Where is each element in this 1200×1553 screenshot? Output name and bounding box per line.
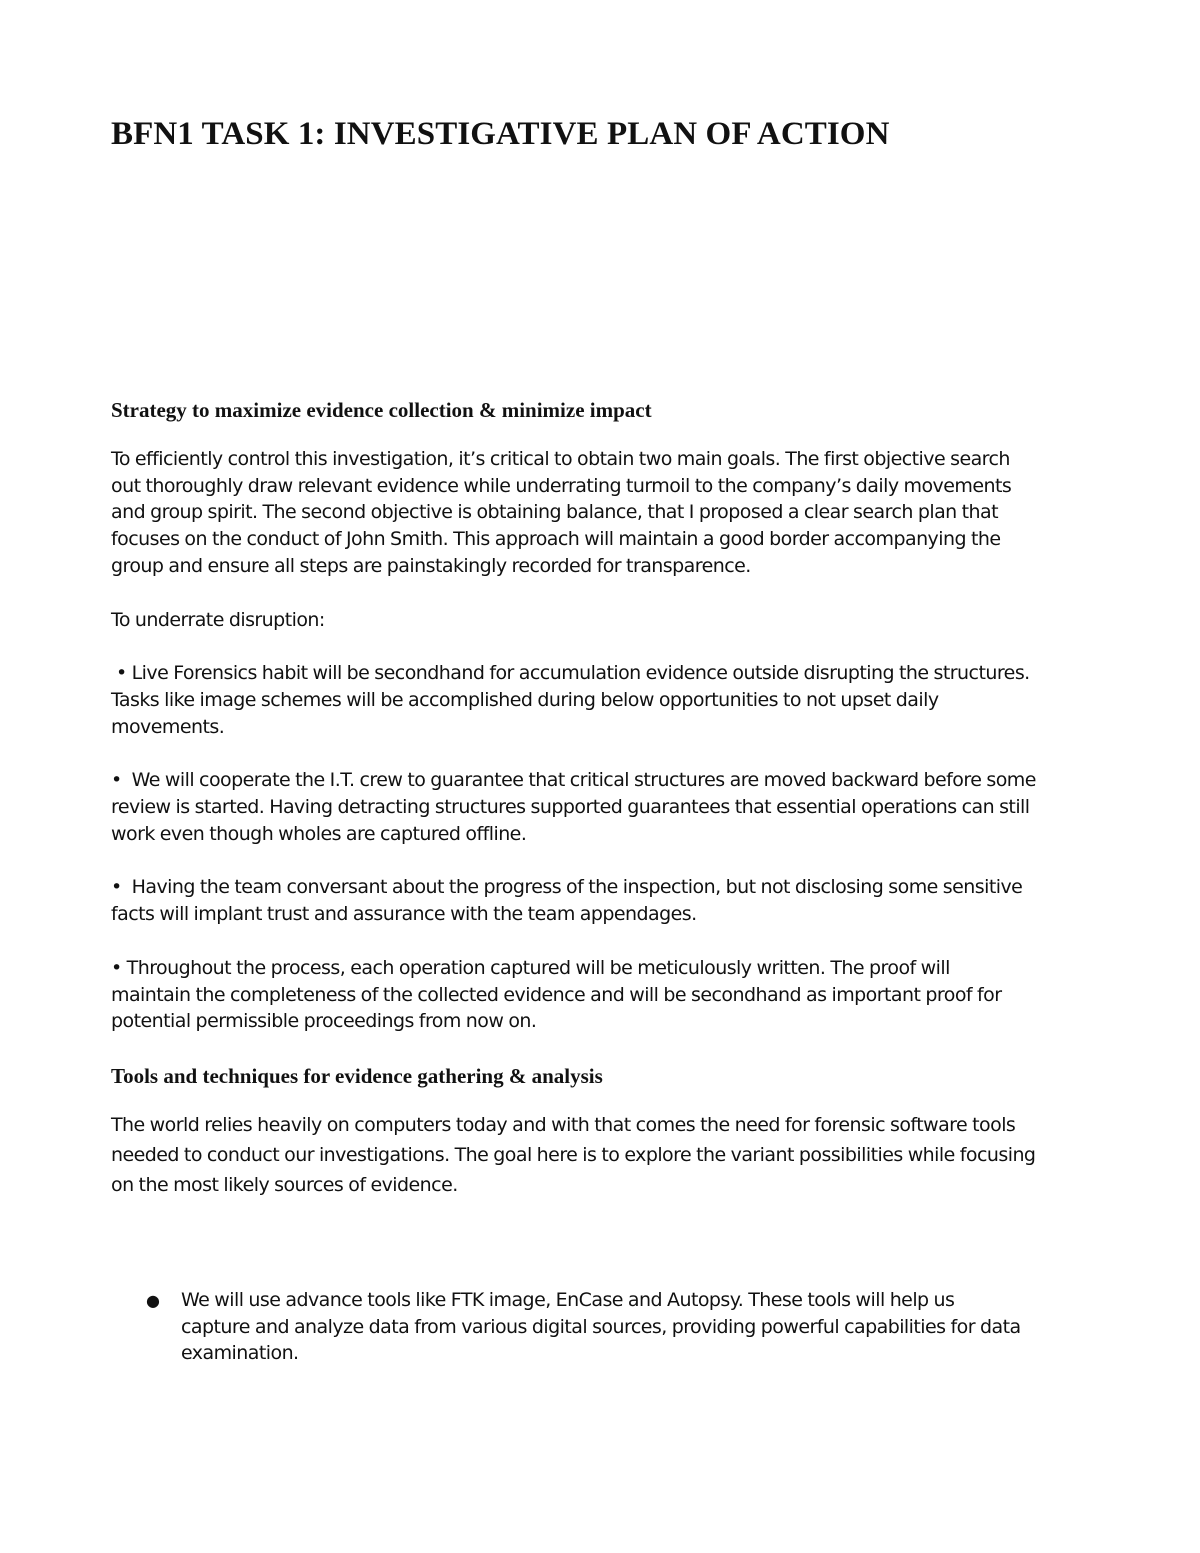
bullet-paragraph-it-crew bbox=[111, 767, 1111, 847]
text-line: Tasks like image schemes will be accomplished during below opportunities to not upset daily bbox=[111, 688, 939, 711]
section-heading-strategy: Strategy to maximize evidence collection & minimize impact bbox=[111, 398, 652, 422]
text-line: movements. bbox=[111, 715, 225, 738]
bullet-paragraph-team-progress bbox=[111, 874, 1111, 927]
text-line: group and ensure all steps are painstakingly recorded for transparence. bbox=[111, 554, 751, 577]
section-heading-tools: Tools and techniques for evidence gathering & analysis bbox=[111, 1063, 603, 1088]
text-line: • Live Forensics habit will be secondhand for accumulation evidence outside disrupting the structures. bbox=[111, 662, 1030, 685]
text-line: review is started. Having detracting structures supported guarantees that essential operations can still bbox=[111, 796, 1030, 819]
text-line: The world relies heavily on computers today and with that comes the need for forensic software tools bbox=[111, 1113, 1016, 1136]
bullet-list-tools bbox=[111, 1287, 1111, 1367]
text-line: on the most likely sources of evidence. bbox=[111, 1173, 458, 1196]
text-line: • We will cooperate the I.T. crew to guarantee that critical structures are moved backward before some bbox=[111, 769, 1036, 792]
text-line: • Throughout the process, each operation captured will be meticulously written. The proof will bbox=[111, 956, 950, 979]
paragraph-strategy-intro bbox=[111, 446, 1111, 580]
text-line: out thoroughly draw relevant evidence while underrating turmoil to the company’s daily movements bbox=[111, 474, 1012, 497]
blank-space bbox=[111, 1227, 1111, 1287]
bullet-dot-icon: ● bbox=[146, 1290, 160, 1310]
text-line: potential permissible proceedings from now on. bbox=[111, 1010, 537, 1033]
text-line: and group spirit. The second objective is obtaining balance, that I proposed a clear search plan that bbox=[111, 501, 999, 524]
text-line: needed to conduct our investigations. The goal here is to explore the variant possibilities while focusing bbox=[111, 1143, 1036, 1166]
list-item bbox=[111, 1287, 1111, 1367]
bullet-paragraph-live-forensics bbox=[111, 660, 1111, 740]
paragraph-tools-intro bbox=[111, 1110, 1111, 1200]
text-line: capture and analyze data from various digital sources, providing powerful capabilities for data bbox=[181, 1315, 1021, 1338]
text-line: examination. bbox=[181, 1342, 299, 1365]
text-line: focuses on the conduct of John Smith. This approach will maintain a good border accompanying the bbox=[111, 528, 1001, 551]
text-line: To underrate disruption: bbox=[111, 608, 325, 631]
text-line: We will use advance tools like FTK image, EnCase and Autopsy. These tools will help us bbox=[181, 1288, 955, 1311]
text-line: maintain the completeness of the collected evidence and will be secondhand as important proof for bbox=[111, 983, 1002, 1006]
text-line: To efficiently control this investigation, it’s critical to obtain two main goals. The first objective search bbox=[111, 448, 1010, 470]
text-line: • Having the team conversant about the progress of the inspection, but not disclosing some sensitive bbox=[111, 876, 1023, 899]
text-line: facts will implant trust and assurance with the team appendages. bbox=[111, 903, 697, 926]
bullet-paragraph-documentation bbox=[111, 955, 1111, 1035]
document-body bbox=[111, 396, 1111, 1394]
paragraph-disruption-label bbox=[111, 607, 1111, 634]
text-line: work even though wholes are captured offline. bbox=[111, 822, 527, 845]
document-title: BFN1 TASK 1: INVESTIGATIVE PLAN OF ACTION bbox=[111, 116, 890, 152]
